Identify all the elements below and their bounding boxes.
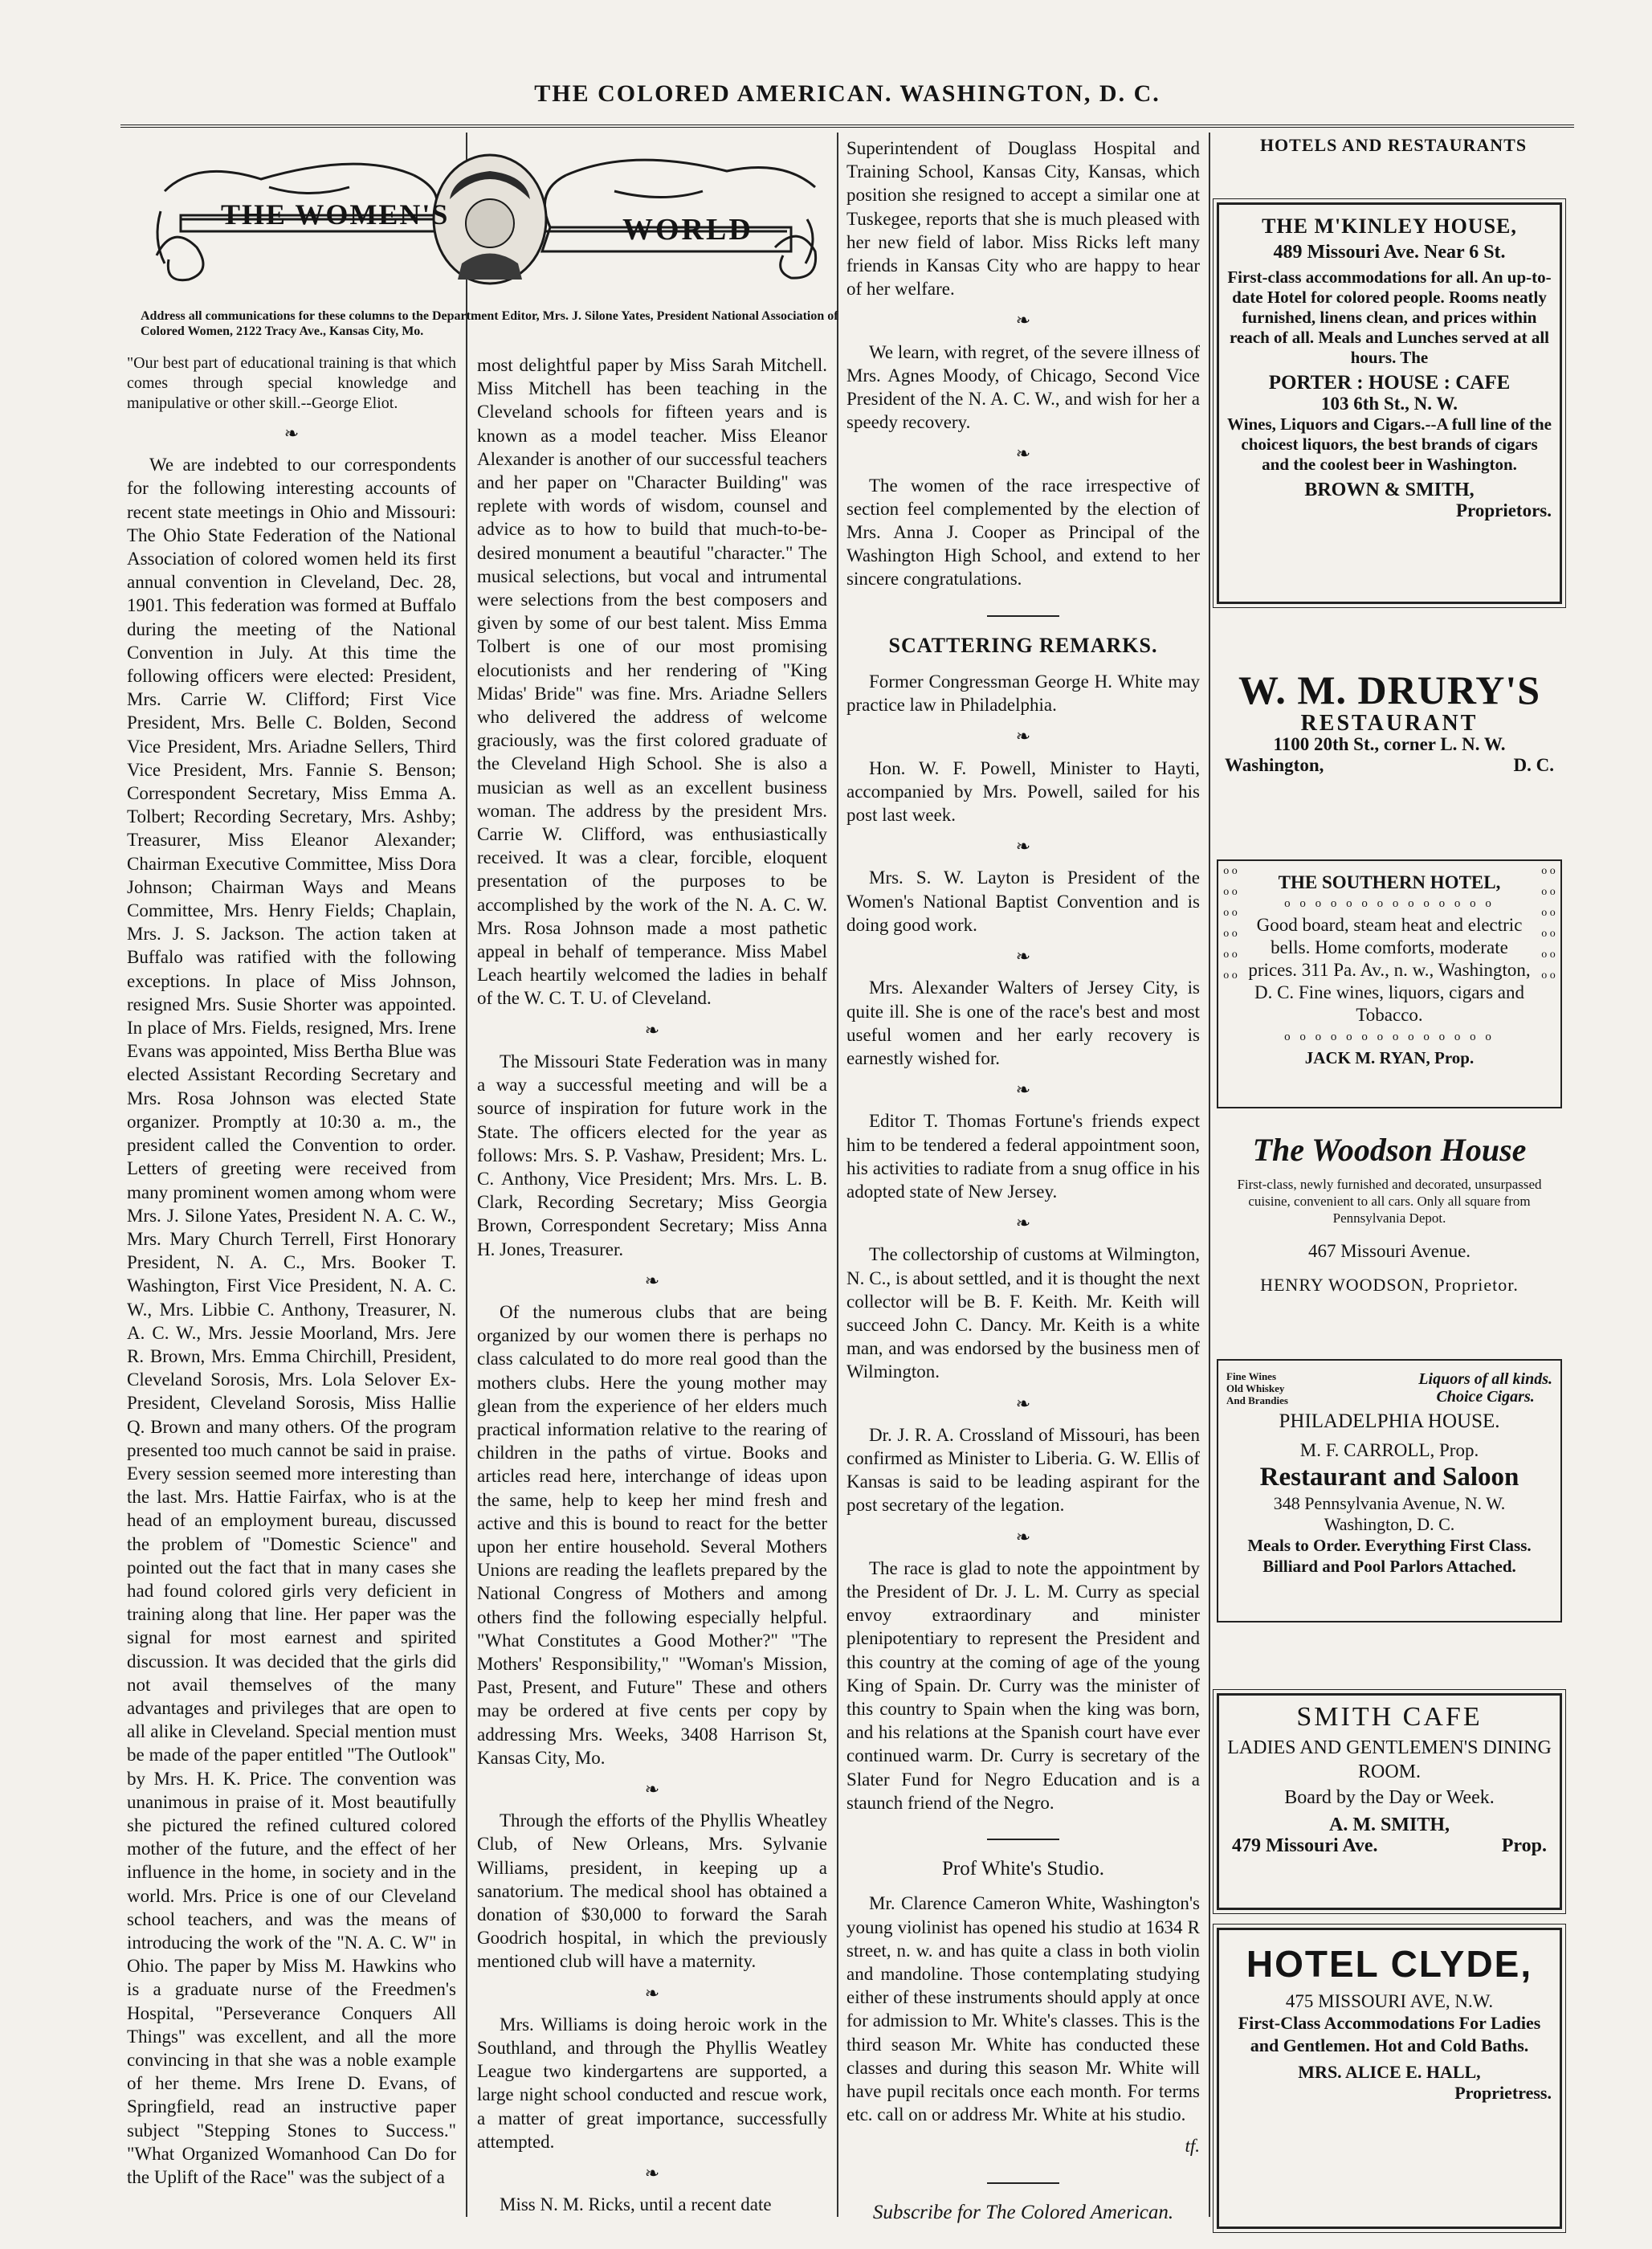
ad-border-ornament: o o o o o o o o o o o o bbox=[1223, 865, 1238, 982]
ad-porter-address: 103 6th St., N. W. bbox=[1321, 394, 1458, 414]
ad-left-line: And Brandies bbox=[1226, 1394, 1288, 1406]
ad-porter-house: PORTER : HOUSE : CAFE bbox=[1268, 372, 1511, 394]
ad-left-line: Old Whiskey bbox=[1226, 1382, 1285, 1394]
ad-smith-cafe bbox=[1217, 1693, 1562, 1910]
ad-proprietors: Proprietors. bbox=[1455, 500, 1552, 520]
flourish-icon: ❧ bbox=[1015, 1393, 1031, 1414]
news-item: Hon. W. F. Powell, Minister to Hayti, accompanied by Mrs. Powell, sailed for his post last week. bbox=[846, 757, 1200, 826]
article-paragraph: The women of the race irrespective of section feel complemented by the election of Mrs. Anna J. Cooper as Principal of the Washington High School, and extend to her sincere congratulations. bbox=[846, 475, 1200, 590]
subscribe-line: Subscribe for The Colored American. bbox=[872, 2201, 1174, 2223]
section-heading: SCATTERING REMARKS. bbox=[888, 633, 1158, 657]
ad-proprietor: JACK M. RYAN, Prop. bbox=[1304, 1048, 1475, 1067]
article-paragraph: most delightful paper by Miss Sarah Mitchell. Miss Mitchell has been teaching in the Cleveland schools for fifteen years and is known as a model teacher. Miss Eleanor Alexander is another of our successful teachers and her paper on "Character Building" was replete with words of wisdom, counsel and advice as to how to build that much-to-be-desired monument a beautiful "character." The musical selections, but vocal and intrumental were selections from the best composers and given by some of our best talent. Miss Emma Tolbert is one of our most promising elocutionists and her rendering of "King Midas' Bride" was fine. Mrs. Ariadne Sellers who delivered the address of welcome graciously, was the first colored graduate of the Cleveland High School. She is also a musician as well as an excellent business woman. The address by the president Mrs. Carrie W. Clifford, was enthusiastically received. It was a clear, forcible, eloquent presentation of the purposes to be accomplished by the work of the N. A. C. W. Mrs. Rosa Johnson made a most pathetic appeal in behalf of temperance. Miss Mabel Leach heartily welcomed the ladies in behalf of the W. C. T. U. of Cleveland. bbox=[477, 355, 827, 1009]
ad-woodson-house bbox=[1217, 1131, 1562, 1296]
news-item: The race is glad to note the appointment by the President of Dr. J. L. M. Curry as special envoy extraordinary and minister plenipotentiary to represent the President and this country at the coming of age of the young King of Spain. Dr. Curry was the minister of this country to Spain when the king was born, and his relations at the Spanish court have ever continued warm. Dr. Curry is secretary of the Slater Fund for Negro Education and is a staunch friend of the Negro. bbox=[846, 1557, 1200, 1813]
flourish-icon: ❧ bbox=[1015, 1526, 1031, 1547]
ad-city: Washington, D. C. bbox=[1324, 1514, 1455, 1534]
masthead-rule bbox=[120, 124, 1574, 128]
article-paragraph: The Missouri State Federation was in many a way a successful meeting and will be a source of inspiration for future work in the State. The officers elected for the year as follows: Mrs. S. P. Vashaw, President; Mrs. L. C. Anthony, Vice President; Mrs. Mrs. L. B. Clark, Recording Secretary; Miss Georgia Brown, Correspondent Secretary; Miss Anna H. Jones, Treasurer. bbox=[477, 1051, 827, 1259]
ad-drury-restaurant bbox=[1217, 667, 1562, 776]
section-divider bbox=[846, 1822, 1200, 1846]
ad-address: 475 MISSOURI AVE, N.W. bbox=[1285, 1991, 1494, 2011]
ad-billiard: Billiard and Pool Parlors Attached. bbox=[1262, 1557, 1516, 1576]
article-paragraph: Mr. Clarence Cameron White, Washington's young violinist has opened his studio at 1634 R street, n. w. and has quite a class in both violin and mandoline. Those contemplating studying either of these instruments should apply at once for admission to Mr. White's classes. This is the third season Mr. White has conducted these classes and during this season Mr. White will have pupil recitals once each month. For terms etc. call on or address Mr. White at his studio. bbox=[846, 1893, 1200, 2125]
ad-name: THE SOUTHERN HOTEL, bbox=[1278, 872, 1501, 892]
article-paragraph: Superintendent of Douglass Hospital and Training School, Kansas City, Kansas, which position she resigned to accept a similar one at Tuskegee, reports that she is much pleased with her new field of labor. Miss Ricks left many friends in Kansas City who are happy to hear of her welfare. bbox=[846, 138, 1200, 300]
ad-name: SMITH CAFE bbox=[1296, 1702, 1483, 1732]
flourish-icon: ❧ bbox=[1015, 836, 1031, 857]
article-paragraph: Mrs. Williams is doing heroic work in the Southland, and through the Phyllis Weatley League two kindergartens are supported, a large night school conducted and rescue work, a matter of great importance, successfully attempted. bbox=[477, 2014, 827, 2152]
banner-text-right: WORLD bbox=[622, 213, 753, 247]
ad-city: Washington, bbox=[1225, 755, 1324, 775]
column-rule bbox=[1209, 133, 1210, 2217]
ad-header-row bbox=[1226, 1370, 1552, 1406]
ad-body: First-class, newly furnished and decorated, unsurpassed cuisine, convenient to all cars. Only all square from Pennsylvania Depot. bbox=[1237, 1177, 1542, 1226]
flourish-icon: ❧ bbox=[1015, 946, 1031, 967]
section-heading: Prof White's Studio. bbox=[942, 1858, 1104, 1880]
flourish-icon: ❧ bbox=[644, 1982, 660, 2003]
flourish-icon: ❧ bbox=[644, 1778, 660, 1799]
article-paragraph: Miss N. M. Ricks, until a recent date bbox=[500, 2194, 772, 2215]
ad-ornament-row: o o o o o o o o o o o o o o bbox=[1284, 897, 1495, 910]
ad-left-line: Fine Wines bbox=[1226, 1370, 1277, 1382]
ad-philadelphia-house bbox=[1217, 1359, 1562, 1622]
news-item: Dr. J. R. A. Crossland of Missouri, has been confirmed as Minister to Liberia. G. W. Ellis of Kansas is said to be leading aspirant for the post secretary of the legation. bbox=[846, 1424, 1200, 1516]
banner-text-left: THE WOMEN'S bbox=[221, 198, 450, 231]
section-divider bbox=[846, 599, 1200, 622]
ad-hotel-clyde bbox=[1217, 1928, 1562, 2229]
ad-name: The Woodson House bbox=[1252, 1132, 1527, 1168]
flourish-icon: ❧ bbox=[1015, 726, 1031, 747]
epigraph: "Our best part of educational training is that which comes through special knowledge and manipulative or other skill.--George Eliot. bbox=[127, 354, 456, 412]
news-item: Mrs. Alexander Walters of Jersey City, is quite ill. She is one of the race's best and most useful women and her early recovery is earnestly wished for. bbox=[846, 978, 1200, 1068]
column-3 bbox=[846, 137, 1200, 2225]
ad-name: THE M'KINLEY HOUSE, bbox=[1262, 214, 1517, 238]
ad-proprietor: HENRY WOODSON, Proprietor. bbox=[1260, 1275, 1519, 1295]
section-divider bbox=[846, 2166, 1200, 2190]
ad-left-tag bbox=[1226, 1370, 1288, 1406]
ad-name: W. M. DRURY'S bbox=[1238, 667, 1541, 712]
ad-border-ornament: o o o o o o o o o o o o bbox=[1541, 865, 1556, 982]
article-paragraph: Of the numerous clubs that are being organized by our women there is perhaps no class calculated to do more real good than the mothers clubs. Here the young mother may glean from the experience of her elders much practical information relative to the rearing of children in the paths of virtue. Books and articles read here, interchange of ideas upon the same, help to keep her mind fresh and active and this is bound to react for the better upon her entire household. Several Mothers Unions are reading the leaflets prepared by the National Congress of Mothers and among others find the following especially helpful. "What Constitutes a Good Mother?" "The Mothers' Responsibility," "Woman's Mission, Past, Present, and Future" These and others may be ordered at five cents per copy by addressing Mrs. Weeks, 3408 Harrison St, Kansas City, Mo. bbox=[477, 1301, 827, 1768]
ad-address: 479 Missouri Ave. bbox=[1232, 1835, 1378, 1856]
ad-body: First-Class Accommodations For Ladies and Gentlemen. Hot and Cold Baths. bbox=[1238, 2013, 1541, 2055]
ad-address: 467 Missouri Avenue. bbox=[1307, 1241, 1471, 1261]
ad-prop: Prop. bbox=[1501, 1835, 1547, 1856]
column-2 bbox=[477, 353, 827, 2225]
ad-name: PHILADELPHIA HOUSE. bbox=[1279, 1410, 1500, 1432]
flourish-icon: ❧ bbox=[1015, 443, 1031, 464]
ad-right-line: Liquors of all kinds. bbox=[1418, 1370, 1552, 1388]
news-item: Mrs. S. W. Layton is President of the Women's National Baptist Convention and is doing good work. bbox=[846, 867, 1200, 935]
ad-address: 1100 20th St., corner L. N. W. bbox=[1273, 734, 1506, 754]
ad-southern-hotel bbox=[1217, 859, 1562, 1108]
ad-address-line bbox=[1227, 1835, 1552, 1856]
ad-sub: LADIES AND GENTLEMEN'S DINING ROOM. bbox=[1227, 1737, 1552, 1782]
flourish-icon: ❧ bbox=[644, 1270, 660, 1291]
column-rule bbox=[466, 133, 467, 2217]
ad-owner: A. M. SMITH, bbox=[1329, 1814, 1450, 1835]
ad-owner: MRS. ALICE E. HALL, bbox=[1298, 2062, 1481, 2082]
article-paragraph: We are indebted to our correspondents for the following interesting accounts of recent state meetings in Ohio and Missouri: The Ohio State Federation of the National Association of colored women held its first annual convention in Cleveland, Dec. 28, 1901. This federation was formed at Buffalo during the meeting of the National Convention in July. At this time the following officers were elected: President, Mrs. Carrie W. Clifford; First Vice President, Mrs. Belle C. Bolden, Second Vice President, Mrs. Ariadne Sellers, Third Vice President, Mrs. Fannie S. Benson; Correspondent Secretary, Miss Emma A. Tolbert; Recording Secretary, Mrs. Ashby; Treasurer, Miss Eleanor Alexander; Chairman Executive Committee, Miss Dora Johnson; Chairman Ways and Means Committee, Mrs. Henry Fields; Chaplain, Mrs. J. S. Jackson. The action taken at Buffalo was ratified with the following exceptions. In place of Miss Johnson, resigned Mrs. Susie Shorter was appointed. In place of Mrs. Fields, resigned, Mrs. Irene Evans was appointed, Miss Bertha Blue was elected Assistant Recording Secretary and Mrs. Rosa Johnson was elected State organizer. Promptly at 10:30 a. m., the president called the Convention to order. Letters of greeting were received from many prominent women among whom were Mrs. J. Silone Yates, President N. A. C. W., Mrs. Mary Church Terrell, First Honorary President, N. A. C., Mrs. Booker T. Washington, First Vice President, N. A. C. W., Mrs. Libbie C. Anthony, Treasurer, N. A. C. W., Mrs. Jessie Moorland, Mrs. Jere R. Brown, Mrs. Emma Chirchill, President, Cleveland Sorosis, Mrs. Lola Selover Ex-President, Cleveland Sorosis, Miss Hallie Q. Brown and many others. Of the program presented too much cannot be said in praise. Every session seemed more interesting than the last. Mrs. Hattie Fairfax, who is at the head of an employment bureau, discussed the problem of "Domestic Science" and pointed out the fact that in many cases she had found colored girls very deficient in training along that line. Her paper was the signal for most earnest and spirited discussion. It was decided that the girls did not avail themselves of the many advantages and privileges that are open to all alike in Cleveland. Special mention must be made of the paper entitled "The Outlook" by Mrs. H. K. Price. The convention was unanimous in praise of it. Most beautifully she pictured the refined cultured colored mother of the future, and the effect of her influence in the home, in society and in the world. Mrs. Price is one of our Cleveland school teachers, and was the means of introducing the work of the "N. A. C. W" in Ohio. The paper by Miss M. Hawkins who is a graduate nurse of the Freedmen's Hospital, "Perseverance Conquers All Things" was excellent, and all the more convincing in that she was a noble example of her theme. Mrs Irene D. Evans, of Springfield, read an instructive paper subject "Stepping Stones to Success." "What Organized Womanhood Can Do for the Uplift of the Race" was the subject of a bbox=[127, 455, 456, 2188]
ad-sub: Restaurant and Saloon bbox=[1259, 1463, 1519, 1492]
flourish-icon: ❧ bbox=[1015, 1213, 1031, 1234]
ad-name: HOTEL CLYDE, bbox=[1246, 1943, 1533, 1985]
flourish-icon: ❧ bbox=[644, 1019, 660, 1040]
article-paragraph: Through the efforts of the Phyllis Wheatley Club, of New Orleans, Mrs. Sylvanie Williams, president, in keeping up a sanatorium. The medical shool has obtained a donation of $30,000 to forward the Sarah Goodrich hospital, in which the previously mentioned club will have a maternity. bbox=[477, 1810, 827, 1972]
womens-world-banner bbox=[149, 143, 823, 304]
ad-body: Good board, steam heat and electric bells. Home comforts, moderate prices. 311 Pa. Av., n. w., Washington, D. C. Fine wines, liquors, cigars and Tobacco. bbox=[1248, 915, 1531, 1025]
news-item: Editor T. Thomas Fortune's friends expect him to be tendered a federal appointment soon, his activities to radiate from a snug office in his adopted state of New Jersey. bbox=[846, 1111, 1200, 1202]
ad-right-tag bbox=[1418, 1370, 1552, 1406]
ad-sub: RESTAURANT bbox=[1300, 711, 1479, 736]
flourish-icon: ❧ bbox=[1015, 310, 1031, 331]
ad-proprietor: M. F. CARROLL, Prop. bbox=[1299, 1440, 1479, 1460]
ad-ornament-row: o o o o o o o o o o o o o o bbox=[1284, 1031, 1495, 1043]
ads-section-title: HOTELS AND RESTAURANTS bbox=[1259, 135, 1528, 155]
news-item: The collectorship of customs at Wilmington, N. C., is about settled, and it is thought the next collector will be B. F. Keith. Mr. Keith will succeed John C. Dancy. Mr. Keith is a white man, and was endorsed by the business men of Wilmington. bbox=[846, 1244, 1200, 1382]
address-note: Address all communications for these columns to the Department Editor, Mrs. J. Silone Yates, President National Association of Colored Women, 2122 Tracy Ave., Kansas City, Mo. bbox=[141, 309, 838, 338]
ad-address: 348 Pennsylvania Avenue, N. W. bbox=[1273, 1493, 1506, 1513]
ad-meals: Meals to Order. Everything First Class. bbox=[1247, 1536, 1532, 1555]
ad-city-line bbox=[1217, 755, 1562, 776]
flourish-icon: ❧ bbox=[644, 2163, 660, 2184]
ad-state: D. C. bbox=[1513, 755, 1554, 775]
column-1 bbox=[127, 353, 456, 2225]
flourish-icon: ❧ bbox=[1015, 1080, 1031, 1100]
article-paragraph: We learn, with regret, of the severe illness of Mrs. Agnes Moody, of Chicago, Second Vice President of the N. A. C. W., and wish for her a speedy recovery. bbox=[846, 341, 1200, 433]
ad-wines: Wines, Liquors and Cigars.--A full line of the choicest liquors, the best brands of cigars and the coolest beer in Washington. bbox=[1227, 414, 1552, 474]
column-rule bbox=[837, 133, 838, 2217]
ad-mckinley-house bbox=[1217, 202, 1562, 604]
signoff: tf. bbox=[1185, 2136, 1200, 2157]
ad-proprietress: Proprietress. bbox=[1454, 2083, 1552, 2103]
news-item: Former Congressman George H. White may practice law in Philadelphia. bbox=[846, 671, 1200, 716]
ad-right-line: Choice Cigars. bbox=[1436, 1388, 1535, 1406]
masthead: THE COLORED AMERICAN. WASHINGTON, D. C. bbox=[534, 80, 1160, 107]
ad-body: First-class accommodations for all. An up-to-date Hotel for colored people. Rooms neatly furnished, linens clean, and prices within reach of all. Meals and Lunches served at all hours. The bbox=[1227, 267, 1552, 367]
ad-address: 489 Missouri Ave. Near 6 St. bbox=[1273, 242, 1506, 263]
ad-owners: BROWN & SMITH, bbox=[1304, 480, 1475, 500]
flourish-icon: ❧ bbox=[283, 423, 300, 443]
ad-board: Board by the Day or Week. bbox=[1284, 1787, 1495, 1808]
